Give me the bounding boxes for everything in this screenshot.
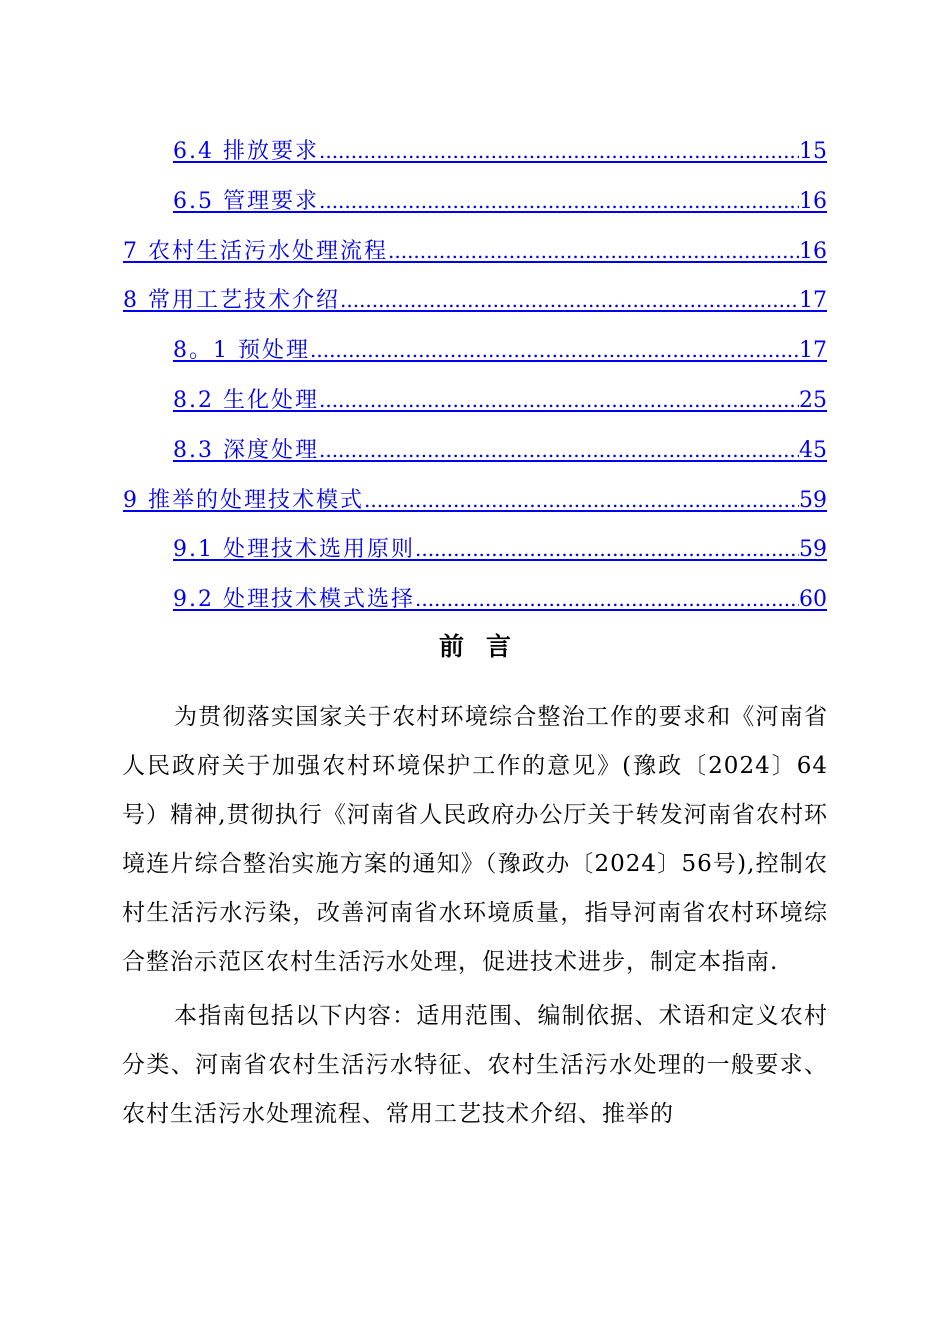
toc-entry-page: 17 — [799, 338, 827, 364]
toc-entry-page: 59 — [799, 537, 827, 563]
toc-entry-title: 8.3 深度处理 — [173, 437, 319, 463]
toc-entry[interactable] — [0, 529, 950, 579]
toc-entry-page: 60 — [799, 587, 827, 613]
paragraph: 为贯彻落实国家关于农村环境综合整治工作的要求和《河南省人民政府关于加强农村环境保护工作的意见》(豫政〔2024〕64号）精神,贯彻执行《河南省人民政府办公厅关于转发河南省农村环境连片综合整治实施方案的通知》（豫政办〔2024〕56号),控制农村生活污水污染，改善河南省水环境质量，指导河南省农村环境综合整治示范区农村生活污水处理，促进技术进步，制定本指南. — [122, 704, 828, 975]
toc-leader-dots — [319, 181, 799, 221]
toc-leader-dots — [388, 231, 799, 271]
toc-entry-title: 6.4 排放要求 — [173, 139, 319, 164]
toc-leader-dots — [415, 579, 799, 619]
toc-entry-title: 9.2 处理技术模式选择 — [173, 587, 415, 613]
toc-entry[interactable] — [0, 430, 950, 480]
toc-entry-title: 6.5 管理要求 — [173, 188, 319, 214]
toc-entry[interactable] — [0, 579, 950, 629]
paragraph: 本指南包括以下内容：适用范围、编制依据、术语和定义农村分类、河南省农村生活污水特征、农村生活污水处理的一般要求、农村生活污水处理流程、常用工艺技术介绍、推举的 — [122, 1003, 828, 1127]
toc-leader-dots — [319, 430, 799, 470]
toc-entry-page: 15 — [799, 139, 827, 164]
toc-leader-dots — [319, 380, 799, 420]
table-of-contents — [0, 131, 950, 629]
toc-entry[interactable] — [0, 480, 950, 530]
toc-entry[interactable] — [0, 131, 950, 181]
toc-entry-page: 59 — [799, 487, 827, 513]
toc-entry-page: 16 — [799, 188, 827, 214]
toc-entry-page: 16 — [799, 238, 827, 264]
toc-entry[interactable] — [0, 330, 950, 380]
toc-entry-title: 8 常用工艺技术介绍 — [123, 288, 340, 314]
toc-entry-page: 45 — [799, 437, 827, 463]
toc-entry-title: 8。1 预处理 — [173, 338, 310, 364]
toc-leader-dots — [319, 131, 799, 171]
toc-entry[interactable] — [0, 181, 950, 231]
section-heading: 前言 — [438, 632, 533, 661]
toc-leader-dots — [340, 280, 799, 320]
toc-entry-title: 7 农村生活污水处理流程 — [123, 238, 388, 264]
toc-leader-dots — [310, 330, 799, 370]
toc-entry[interactable] — [0, 280, 950, 330]
toc-entry-title: 8.2 生化处理 — [173, 387, 319, 413]
toc-entry-page: 17 — [799, 288, 827, 314]
toc-entry-title: 9 推举的处理技术模式 — [123, 487, 364, 513]
toc-entry-page: 25 — [799, 387, 827, 413]
toc-entry[interactable] — [0, 231, 950, 281]
toc-entry-title: 9.1 处理技术选用原则 — [173, 537, 415, 563]
body-text — [122, 693, 828, 1144]
toc-leader-dots — [364, 480, 799, 520]
toc-leader-dots — [415, 529, 799, 569]
toc-entry[interactable] — [0, 380, 950, 430]
